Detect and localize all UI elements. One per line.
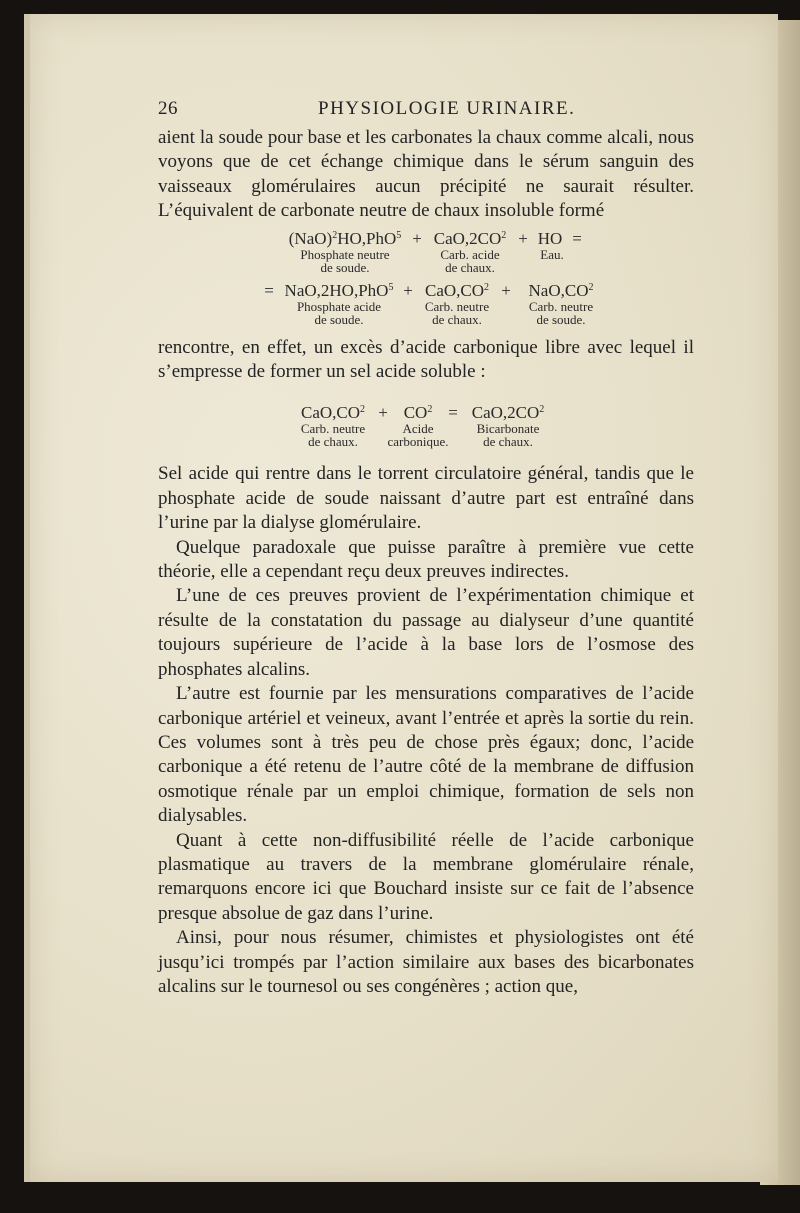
caption: Carb. neutre: [528, 298, 594, 314]
caption: Eau.: [540, 246, 564, 262]
formula-calcium-bicarbonate: $CaO,2CO^2$: [433, 228, 507, 248]
equation-1-line-1: [284, 226, 694, 248]
paragraph-4: Quelque paradoxale que puisse paraître à première vue cette théorie, elle a cependant reçu deux preuves indirectes.: [158, 536, 694, 583]
paragraph-8: Ainsi, pour nous résumer, chimistes et physiologistes ont été jusqu’ici trompés par l’action similaire aux bases des bicarbonates alcalins sur le tournesol ou ses congénères ; action que,: [158, 927, 694, 997]
equals-sign: =: [264, 280, 274, 300]
caption: Carb. neutre: [424, 298, 490, 314]
caption: Bicarbonate: [476, 421, 540, 437]
caption: de chaux.: [432, 311, 482, 327]
formula-calcium-carbonate: $CaO,CO^2$: [424, 280, 490, 300]
plus-sign: +: [501, 280, 511, 300]
formula-acid-sodium-phosphate: NaO,2HO,PhO$^5$: [284, 280, 394, 300]
caption: Phosphate acide: [296, 298, 382, 314]
caption: de chaux.: [308, 434, 358, 450]
caption: Phosphate neutre: [300, 246, 390, 262]
chemical-equation-2: [294, 400, 694, 448]
plus-sign: +: [378, 403, 388, 423]
plus-sign: +: [412, 228, 422, 248]
paragraph-3: Sel acide qui rentre dans le torrent circulatoire général, tandis que le phosphate acide de soude naissant d’autre part est entraîné dans l’urine par la dialyse glomérulaire.: [158, 463, 694, 534]
equation-1-captions-1: [284, 248, 694, 274]
page-header: [158, 98, 694, 126]
paragraph-7: Quant à cette non-diffusibilité réelle de l’acide carbonique plasmatique au travers de la membrane glomérulaire rénale, remarquons encore ici que Bouchard insiste sur ce fait de l’absence presque absolue de gaz dans l’urine.: [158, 829, 694, 924]
equation-1-captions-2: [258, 300, 694, 326]
caption: Carb. neutre: [300, 421, 366, 437]
caption: de soude.: [536, 311, 586, 327]
paragraph-2: rencontre, en effet, un excès d’acide carbonique libre avec lequel il s’empresse de former un sel acide soluble :: [158, 336, 694, 383]
caption: de chaux.: [483, 434, 533, 450]
paragraph-6: L’autre est fournie par les mensurations comparatives de l’acide carbonique artériel et veineux, avant l’entrée et après la sortie du rein. Ces volumes sont à très peu de chose près égaux; donc, l’acide carbonique a été retenu de l’autre côté de la membrane de diffusion osmotique rénale par un emploi chimique, formation de sels non dialysables.: [158, 683, 694, 827]
chemical-equation-1-products: [258, 278, 694, 326]
caption: de chaux.: [445, 259, 495, 275]
caption: carbonique.: [387, 434, 449, 450]
formula-water: HO: [537, 228, 563, 248]
paragraph-5: L’une de ces preuves provient de l’expérimentation chimique et résulte de la constatation du passage au dialyseur d’une quantité toujours supérieure de l’acide à la base lors de l’osmose des phosphates alcalins.: [158, 585, 694, 680]
formula-calcium-bicarbonate: $CaO,2CO^2$: [471, 403, 545, 423]
formula-calcium-carbonate: $CaO,CO^2$: [300, 403, 366, 423]
plus-sign: +: [518, 228, 528, 248]
equation-2-line: [294, 400, 694, 422]
running-title: PHYSIOLOGIE URINAIRE.: [318, 98, 576, 119]
page-number: 26: [158, 98, 178, 119]
chemical-equation-1: [284, 226, 694, 274]
page-content: [158, 98, 694, 999]
equation-1-line-2: [258, 278, 694, 300]
equation-2-captions: [294, 422, 694, 448]
caption: de soude.: [314, 311, 364, 327]
caption: Acide: [402, 421, 434, 437]
formula-sodium-carbonate: $NaO,CO^2$: [528, 280, 594, 300]
plus-sign: +: [403, 280, 413, 300]
formula-carbon-dioxide: $CO^2$: [403, 403, 433, 423]
formula-sodium-phosphate: (NaO)$^2$HO,PhO$^5$: [288, 228, 402, 248]
paragraph-1: aient la soude pour base et les carbonates la chaux comme alcali, nous voyons que de cet échange chimique dans le sérum sanguin des vaisseaux glomérulaires aucun précipité ne saurait résulter. L’équivalent de carbonate neutre de chaux insoluble formé: [158, 127, 694, 222]
equals-sign: =: [448, 403, 458, 423]
equals-sign: =: [572, 228, 582, 248]
caption: de soude.: [320, 259, 370, 275]
caption: Carb. acide: [440, 246, 500, 262]
